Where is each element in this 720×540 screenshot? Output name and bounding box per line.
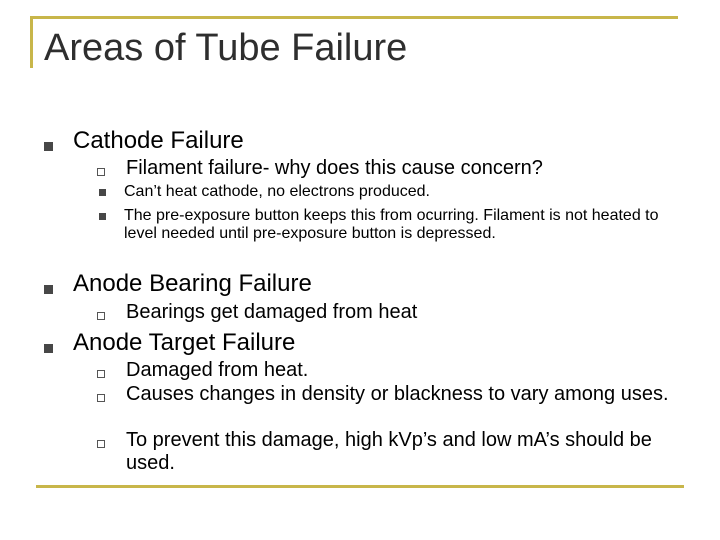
subitem-density-changes: Causes changes in density or blackness to vary among uses. bbox=[126, 383, 669, 405]
slide-title: Areas of Tube Failure bbox=[44, 27, 408, 69]
point-pre-exposure-button: The pre-exposure button keeps this from ocurring. Filament is not heated to level needed until pre-exposure button is depressed. bbox=[124, 207, 659, 242]
hollow-square-bullet-icon bbox=[97, 312, 105, 320]
square-bullet-icon bbox=[44, 142, 53, 151]
hollow-square-bullet-icon bbox=[97, 370, 105, 378]
section-heading-anode-bearing: Anode Bearing Failure bbox=[73, 270, 312, 297]
frame-left-line bbox=[30, 16, 33, 68]
small-square-bullet-icon bbox=[99, 213, 106, 220]
hollow-square-bullet-icon bbox=[97, 440, 105, 448]
square-bullet-icon bbox=[44, 344, 53, 353]
section-heading-anode-target: Anode Target Failure bbox=[73, 329, 296, 356]
subitem-prevent-damage: To prevent this damage, high kVp’s and low mA’s should be used. bbox=[126, 429, 652, 474]
small-square-bullet-icon bbox=[99, 189, 106, 196]
frame-bottom-line bbox=[36, 485, 684, 488]
point-cannot-heat-cathode: Can’t heat cathode, no electrons produced. bbox=[124, 183, 430, 200]
square-bullet-icon bbox=[44, 285, 53, 294]
hollow-square-bullet-icon bbox=[97, 168, 105, 176]
subitem-filament-failure: Filament failure- why does this cause concern? bbox=[126, 157, 543, 179]
subitem-damaged-from-heat: Damaged from heat. bbox=[126, 359, 309, 381]
frame-top-line bbox=[30, 16, 678, 19]
subitem-bearings-damaged: Bearings get damaged from heat bbox=[126, 301, 418, 323]
hollow-square-bullet-icon bbox=[97, 394, 105, 402]
section-heading-cathode: Cathode Failure bbox=[73, 127, 244, 154]
